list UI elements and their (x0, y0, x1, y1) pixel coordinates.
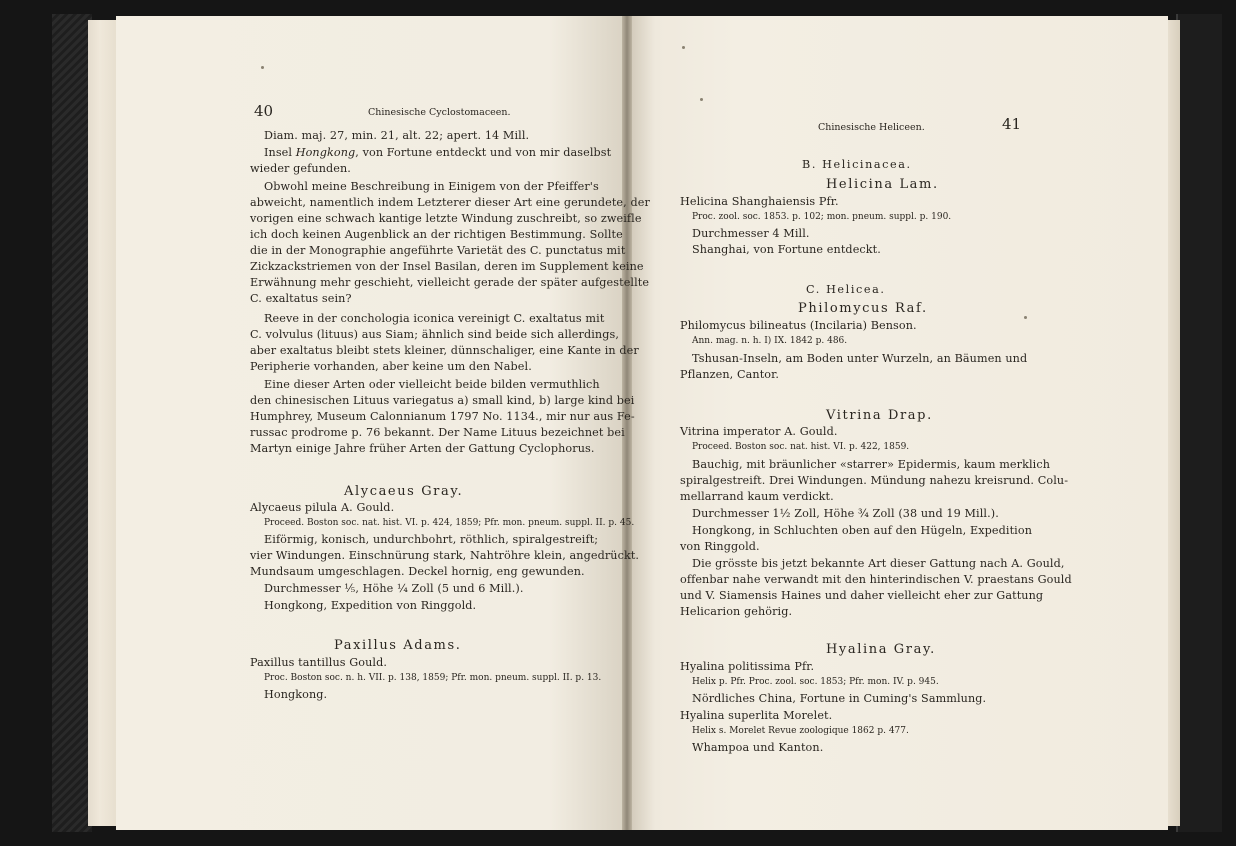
species-remark-line: Helicarion gehörig. (680, 605, 793, 618)
species-name: Hyalina politissima Pfr. (680, 660, 815, 673)
habitat-prefix: Insel (264, 146, 293, 159)
para1-line: ich doch keinen Augenblick an der richtigen Bestimmung. Sollte (250, 228, 623, 241)
para3-line: Humphrey, Museum Calonnianum 1797 No. 1134., mir nur aus Fe- (250, 410, 635, 423)
species-remark-line: und V. Siamensis Haines und daher vielleicht eher zur Gattung (680, 589, 1044, 602)
species-name: Philomycus bilineatus (Incilaria) Benson. (680, 319, 917, 332)
species-locality-line: Hongkong, in Schluchten oben auf den Hügeln, Expedition (692, 524, 1033, 537)
paper-speck (261, 66, 264, 69)
para3-line: den chinesischen Lituus variegatus a) small kind, b) large kind bei (250, 394, 635, 407)
genus-heading-alycaeus: Alycaeus Gray. (344, 484, 464, 499)
book-gutter (622, 16, 632, 830)
page-number-left: 40 (254, 102, 274, 120)
species-reference: Proc. zool. soc. 1853. p. 102; mon. pneum. suppl. p. 190. (692, 212, 952, 222)
section-heading-c: C. Helicea. (806, 283, 886, 296)
book-cover-right (1176, 14, 1222, 832)
para1-line: die in der Monographie angeführte Varietät des C. punctatus mit (250, 244, 626, 257)
genus-heading-hyalina: Hyalina Gray. (826, 642, 936, 657)
intro-habitat (264, 147, 611, 158)
running-head-left: Chinesische Cyclostomaceen. (368, 107, 511, 118)
species-name: Paxillus tantillus Gould. (250, 656, 388, 669)
para1-line: Obwohl meine Beschreibung in Einigem von der Pfeiffer's (264, 180, 599, 193)
species-description-line: vier Windungen. Einschnürung stark, Nahtröhre klein, angedrückt. (250, 549, 640, 562)
para3-line: Martyn einige Jahre früher Arten der Gattung Cyclophorus. (250, 442, 595, 455)
species-dimensions: Durchmesser 4 Mill. (692, 227, 810, 240)
para3-line: russac prodrome p. 76 bekannt. Der Name Lituus bezeichnet bei (250, 426, 625, 439)
genus-heading-vitrina: Vitrina Drap. (826, 408, 933, 423)
species-reference: Ann. mag. n. h. I) IX. 1842 p. 486. (692, 336, 848, 346)
species-locality: Nördliches China, Fortune in Cuming's Sammlung. (692, 692, 987, 705)
habitat-place: Hongkong (295, 146, 356, 159)
habitat-suffix: , von Fortune entdeckt und von mir daselbst (355, 146, 612, 159)
species-name: Hyalina superlita Morelet. (680, 709, 833, 722)
species-locality-line: Pflanzen, Cantor. (680, 368, 779, 381)
genus-heading-paxillus: Paxillus Adams. (334, 638, 462, 653)
species-description-line: mellarrand kaum verdickt. (680, 490, 834, 503)
para3-line: Eine dieser Arten oder vielleicht beide bilden vermuthlich (264, 378, 600, 391)
species-reference: Proceed. Boston soc. nat. hist. VI. p. 422, 1859. (692, 442, 910, 452)
book-cover-left (52, 14, 92, 832)
species-name: Alycaeus pilula A. Gould. (250, 501, 395, 514)
right-page (628, 16, 1168, 830)
page-stack-left (88, 20, 119, 826)
species-name: Vitrina imperator A. Gould. (680, 425, 838, 438)
paper-speck (700, 98, 703, 101)
species-description-line: Eiförmig, konisch, undurchbohrt, röthlich, spiralgestreift; (264, 533, 599, 546)
page-stack-right (1166, 20, 1180, 826)
species-reference: Proc. Boston soc. n. h. VII. p. 138, 1859; Pfr. mon. pneum. suppl. II. p. 13. (264, 673, 602, 683)
para1-line: vorigen eine schwach kantige letzte Windung zuschreibt, so zweifle (250, 212, 642, 225)
para1-line: C. exaltatus sein? (250, 292, 352, 305)
para1-line: abweicht, namentlich indem Letzterer dieser Art eine gerundete, der (250, 196, 650, 209)
para1-line: Zickzackstriemen von der Insel Basilan, deren im Supplement keine (250, 260, 644, 273)
running-head-right: Chinesische Heliceen. (818, 122, 925, 133)
para2-line: C. volvulus (lituus) aus Siam; ähnlich sind beide sich allerdings, (250, 328, 619, 341)
species-description-line: Mundsaum umgeschlagen. Deckel hornig, eng gewunden. (250, 565, 585, 578)
species-description-line: spiralgestreift. Drei Windungen. Mündung nahezu kreisrund. Colu- (680, 474, 1069, 487)
species-reference: Helix s. Morelet Revue zoologique 1862 p. 477. (692, 726, 909, 736)
paper-speck (682, 46, 685, 49)
para2-line: Reeve in der conchologia iconica vereinigt C. exaltatus mit (264, 312, 605, 325)
species-remark-line: offenbar nahe verwandt mit den hinterindischen V. praestans Gould (680, 573, 1072, 586)
species-dimensions: Durchmesser 1½ Zoll, Höhe ¾ Zoll (38 und 19 Mill.). (692, 507, 999, 520)
species-reference: Helix p. Pfr. Proc. zool. soc. 1853; Pfr. mon. IV. p. 945. (692, 677, 939, 687)
section-heading-b: B. Helicinacea. (802, 158, 912, 171)
species-locality: Whampoa und Kanton. (692, 741, 824, 754)
paper-speck (1024, 316, 1027, 319)
genus-heading-philomycus: Philomycus Raf. (798, 301, 928, 316)
species-remark-line: Die grösste bis jetzt bekannte Art dieser Gattung nach A. Gould, (692, 557, 1065, 570)
species-name: Helicina Shanghaiensis Pfr. (680, 195, 839, 208)
species-locality: Hongkong. (264, 688, 328, 701)
species-locality-line: von Ringgold. (680, 540, 760, 553)
species-locality: Shanghai, von Fortune entdeckt. (692, 243, 881, 256)
para2-line: aber exaltatus bleibt stets kleiner, dünnschaliger, eine Kante in der (250, 344, 639, 357)
species-reference: Proceed. Boston soc. nat. hist. VI. p. 424, 1859; Pfr. mon. pneum. suppl. II. p. 45. (264, 518, 635, 528)
species-dimensions: Durchmesser ⅕, Höhe ¼ Zoll (5 und 6 Mill.). (264, 582, 524, 595)
genus-heading-helicina: Helicina Lam. (826, 177, 939, 192)
species-description-line: Bauchig, mit bräunlicher «starrer» Epidermis, kaum merklich (692, 458, 1050, 471)
species-locality: Hongkong, Expedition von Ringgold. (264, 599, 477, 612)
intro-measure: Diam. maj. 27, min. 21, alt. 22; apert. 14 Mill. (264, 129, 530, 142)
page-number-right: 41 (1002, 115, 1022, 133)
para2-line: Peripherie vorhanden, aber keine um den Nabel. (250, 360, 532, 373)
para1-line: Erwähnung mehr geschieht, vielleicht gerade der später aufgestellte (250, 276, 650, 289)
species-locality-line: Tshusan-Inseln, am Boden unter Wurzeln, an Bäumen und (692, 352, 1028, 365)
intro-habitat-cont: wieder gefunden. (250, 162, 351, 175)
